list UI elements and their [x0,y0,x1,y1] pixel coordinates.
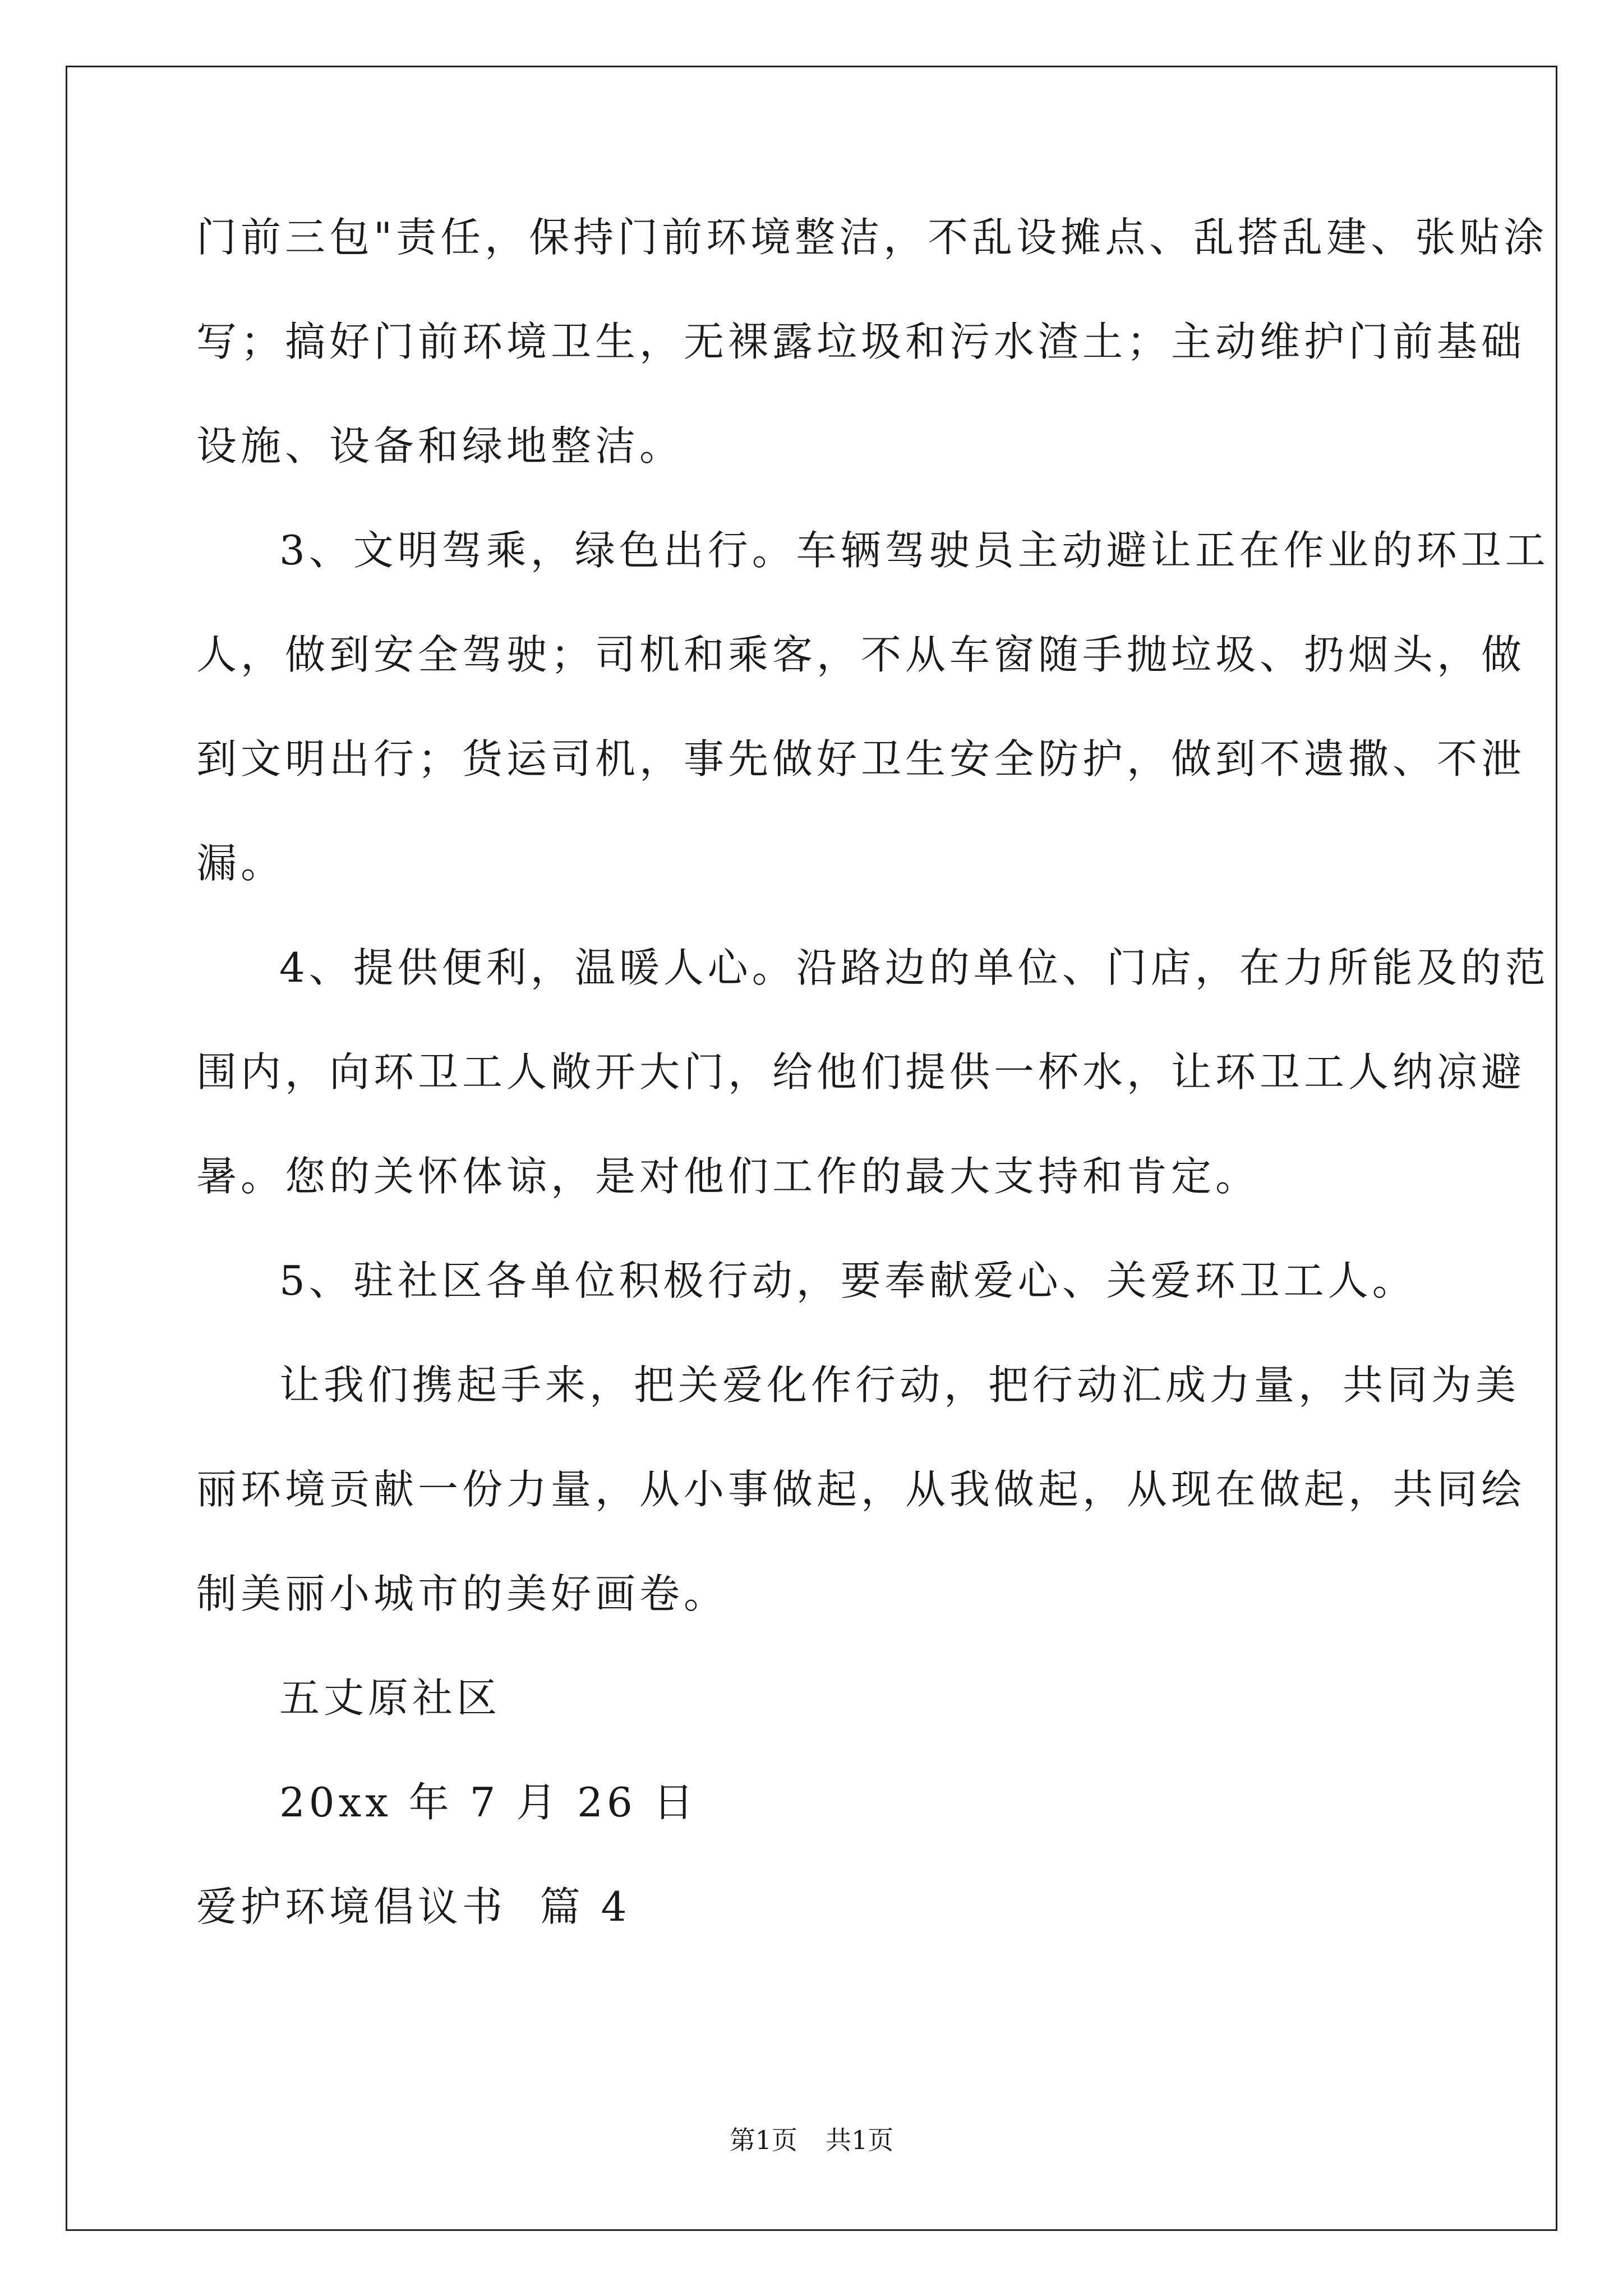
page-number-current: 第1页 [729,2125,797,2155]
paragraph-line: 到文明出行；货运司机，事先做好卫生安全防护，做到不遗撒、不泄 [196,735,1526,783]
paragraph-line: 5、驻社区各单位积极行动，要奉献爱心、关爱环卫工人。 [279,1257,1417,1304]
paragraph-line: 漏。 [196,840,285,887]
signature-date: 20xx 年 7 月 26 日 [279,1779,698,1826]
paragraph-line: 3、文明驾乘，绿色出行。车辆驾驶员主动避让正在作业的环卫工 [279,527,1550,574]
paragraph-line: 人，做到安全驾驶；司机和乘客，不从车窗随手抛垃圾、扔烟头，做 [196,631,1526,678]
paragraph-line: 围内，向环卫工人敞开大门，给他们提供一杯水，让环卫工人纳凉避 [196,1048,1526,1096]
paragraph-line: 制美丽小城市的美好画卷。 [196,1570,728,1617]
page-number-total: 共1页 [826,2125,894,2155]
page-footer [0,2123,1623,2157]
paragraph-line: 4、提供便利，温暖人心。沿路边的单位、门店，在力所能及的范 [279,944,1550,991]
paragraph-line: 门前三包"责任，保持门前环境整洁，不乱设摊点、乱搭乱建、张贴涂 [196,214,1548,261]
signature-organization: 五丈原社区 [279,1674,501,1722]
section-heading: 爱护环境倡议书 篇 4 [196,1883,631,1930]
paragraph-line: 暑。您的关怀体谅，是对他们工作的最大支持和肯定。 [196,1153,1260,1200]
paragraph-line: 让我们携起手来，把关爱化作行动，把行动汇成力量，共同为美 [279,1361,1520,1409]
paragraph-line: 写；搞好门前环境卫生，无裸露垃圾和污水渣土；主动维护门前基础 [196,318,1526,365]
paragraph-line: 设施、设备和绿地整洁。 [196,422,684,470]
paragraph-line: 丽环境贡献一份力量，从小事做起，从我做起，从现在做起，共同绘 [196,1466,1526,1513]
